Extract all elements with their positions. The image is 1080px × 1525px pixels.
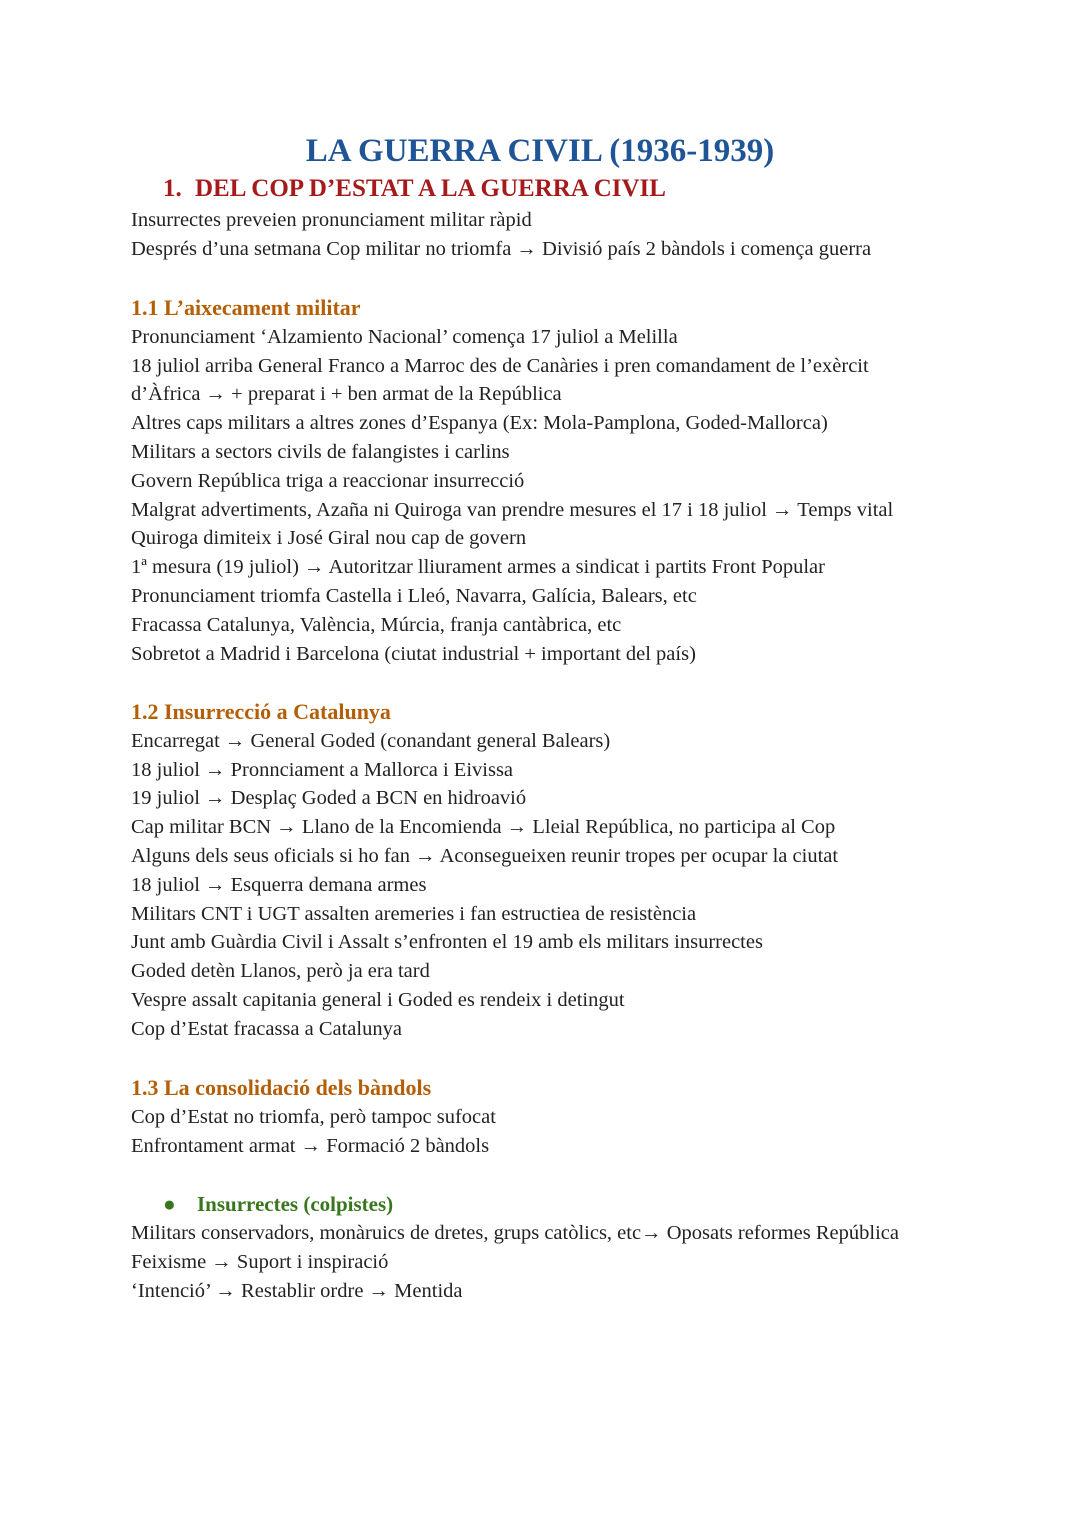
- text-line: Després d’una setmana Cop militar no triomfa → Divisió país 2 bàndols i comença guerra: [131, 237, 872, 260]
- text-line: Cop d’Estat no triomfa, però tampoc sufocat: [131, 1105, 496, 1128]
- text-line: 18 juliol → Pronnciament a Mallorca i Eivissa: [131, 758, 514, 781]
- section-1-1: [131, 294, 893, 668]
- text-line: Sobretot a Madrid i Barcelona (ciutat industrial + important del país): [131, 642, 696, 665]
- text-line: Quiroga dimiteix i José Giral nou cap de govern: [131, 527, 527, 550]
- section-1-heading: [163, 172, 666, 206]
- section-1-heading-text: DEL COP D’ESTAT A LA GUERRA CIVIL: [195, 175, 666, 202]
- text-line: 19 juliol → Desplaç Goded a BCN en hidroavió: [131, 787, 527, 810]
- text-line: Goded detèn Llanos, però ja era tard: [131, 960, 430, 983]
- section-1-3-heading: 1.3 La consolidació dels bàndols: [131, 1075, 432, 1100]
- text-line: Govern República triga a reaccionar insurrecció: [131, 469, 525, 492]
- text-line: Insurrectes preveien pronunciament militar ràpid: [131, 209, 532, 231]
- text-line: Altres caps militars a altres zones d’Espanya (Ex: Mola-Pamplona, Goded-Mallorca): [131, 412, 828, 435]
- text-line: 18 juliol arriba General Franco a Marroc des de Canàries i pren comandament de l’exèrcit: [131, 354, 869, 377]
- text-line: Fracassa Catalunya, València, Múrcia, franja cantàbrica, etc: [131, 613, 622, 636]
- text-line: Encarregat → General Goded (conandant general Balears): [131, 729, 611, 752]
- bullet-heading-row: [163, 1190, 393, 1219]
- text-line: Feixisme → Suport i inspiració: [131, 1250, 389, 1273]
- section-1-2: [131, 698, 838, 1044]
- document-title: LA GUERRA CIVIL (1936-1939): [305, 133, 775, 169]
- text-line: Malgrat advertiments, Azaña ni Quiroga van prendre mesures el 17 i 18 juliol → Temps vital: [131, 498, 894, 521]
- text-line: Pronunciament ‘Alzamiento Nacional’ comença 17 juliol a Melilla: [131, 325, 678, 348]
- text-line: Enfrontament armat → Formació 2 bàndols: [131, 1134, 490, 1157]
- bullet-icon: ●: [163, 1192, 176, 1216]
- section-1-1-heading: 1.1 L’aixecament militar: [131, 295, 361, 320]
- section-1-number: 1.: [163, 175, 182, 202]
- text-line: ‘Intenció’ → Restablir ordre → Mentida: [131, 1279, 463, 1302]
- text-line: 18 juliol → Esquerra demana armes: [131, 873, 427, 896]
- section-1-2-heading: 1.2 Insurrecció a Catalunya: [131, 699, 391, 724]
- text-line: Cap militar BCN → Llano de la Encomienda → Lleial República, no participa al Cop: [131, 816, 836, 839]
- text-line: Alguns dels seus oficials si ho fan → Aconsegueixen reunir tropes per ocupar la ciutat: [131, 844, 839, 867]
- text-line: Pronunciament triomfa Castella i Lleó, Navarra, Galícia, Balears, etc: [131, 584, 697, 607]
- section-1-body: [131, 206, 871, 264]
- text-line: d’Àfrica → + preparat i + ben armat de la República: [131, 383, 562, 406]
- text-line: Cop d’Estat fracassa a Catalunya: [131, 1017, 402, 1040]
- text-line: Junt amb Guàrdia Civil i Assalt s’enfronten el 19 amb els militars insurrectes: [131, 931, 763, 954]
- bullet-body: [131, 1219, 899, 1305]
- bullet-heading: Insurrectes (colpistes): [197, 1192, 394, 1216]
- text-line: Militars CNT i UGT assalten aremeries i fan estructiea de resistència: [131, 902, 697, 925]
- section-1-3: [131, 1074, 496, 1160]
- text-line: Militars a sectors civils de falangistes i carlins: [131, 440, 510, 463]
- text-line: Vespre assalt capitania general i Goded es rendeix i detingut: [131, 988, 625, 1011]
- text-line: 1ª mesura (19 juliol) → Autoritzar lliurament armes a sindicat i partits Front Popular: [131, 556, 825, 579]
- text-line: Militars conservadors, monàruics de dretes, grups catòlics, etc→ Oposats reformes República: [131, 1222, 899, 1244]
